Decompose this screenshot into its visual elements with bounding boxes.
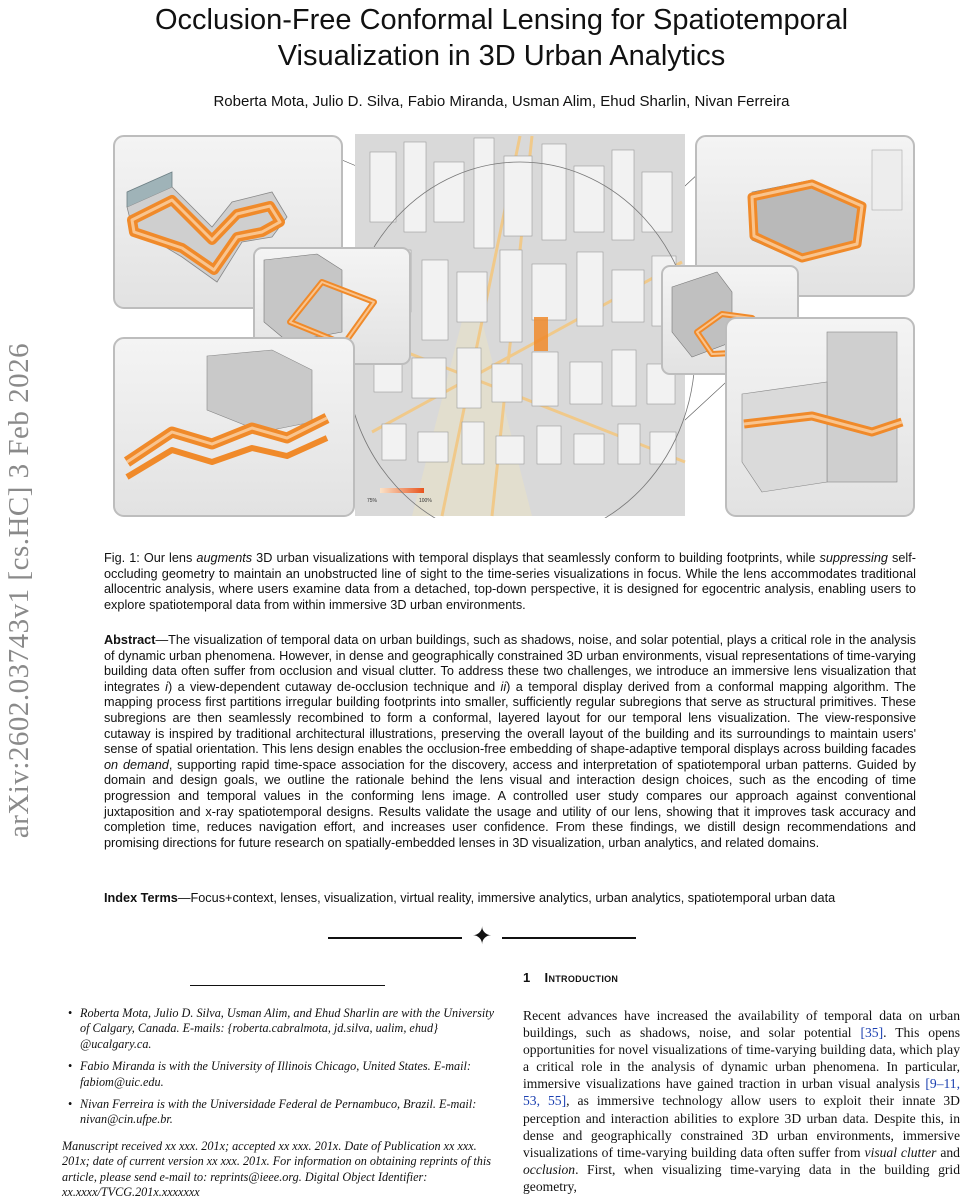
- inset-bottom-left: [114, 338, 354, 516]
- author-list: Roberta Mota, Julio D. Silva, Fabio Miranda, Usman Alim, Ehud Sharlin, Nivan Ferreira: [213, 93, 790, 110]
- title-line-1: Occlusion-Free Conformal Lensing for Spatiotemporal: [154, 4, 849, 36]
- abstract: Abstract—The visualization of temporal data on urban buildings, such as shadows, noise, and solar potential, plays a critical role in the analysis of dynamic urban phenomena. However, in dense and geographically constrained 3D urban environments, visual representations of time-varying building data often suffer from occlusion and visual clutter. To address these two challenges, we introduce an immersive lens visualization that integrates i) a view-dependent cutaway de-occlusion technique and ii) a temporal display derived from a conformal mapping algorithm. The mapping process first partitions irregular building footprints into smaller, sufficiently regular subregions that serve as structural primitives. These subregions are then seamlessly recombined to form a conformal, layered layout for our temporal lens visualization. The view-responsive cutaway is inspired by traditional architectural illustrations, preserving the overall layout of the building and its surroundings to maintain users' sense of spatial orientation. This lens design enables the occlusion-free embedding of shape-adaptive temporal displays across building facades on demand, supporting rapid time-space association for the discovery, access and interpretation of spatiotemporal urban patterns. Guided by domain and design goals, we outline the rationale behind the lens visual and interaction design choices, such as the encoding of time progression and temporal values in the conforming lens image. A controlled user study compares our approach against conventional juxtaposition and x-ray spatiotemporal designs. Results validate the usage and utility of our lens, showing that it improves task accuracy and completion time, reduces navigation effort, and increases user confidence. From these findings, we distill design recommendations and promising directions for future research on spatially-embedded lenses in 3D visualization, urban analytics, and related domains.: [104, 633, 916, 850]
- footnote-affiliation-ufpe: • Nivan Ferreira is with the Universidade Federal de Pernambuco, Brazil. E-mail: nivan@cin.ufpe.br.: [68, 1097, 477, 1127]
- abstract-label: Abstract: [104, 633, 156, 647]
- footnote-affiliation-uic: • Fabio Miranda is with the University of Illinois Chicago, United States. E-mail: fabiom@uic.edu.: [68, 1059, 471, 1089]
- manuscript-note: Manuscript received xx xxx. 201x; accepted xx xxx. 201x. Date of Publication xx xxx. 201x; date of current version xx xxx. 201x. For information on obtaining reprints of this article, please send e-mail to: reprints@ieee.org. Digital Object Identifier: xx.xxxx/TVCG.201x.xxxxxxx: [62, 1138, 491, 1200]
- teaser-figure: [112, 132, 916, 518]
- section-divider: [328, 923, 636, 950]
- title-line-2: Visualization in 3D Urban Analytics: [277, 40, 726, 72]
- scale-min-label: 75%: [367, 498, 378, 504]
- inset-bottom-right: [726, 318, 914, 516]
- index-terms: Index Terms—Focus+context, lenses, visualization, virtual reality, immersive analytics, urban analytics, spatiotemporal urban data: [104, 891, 836, 905]
- paper-title: [80, 2, 923, 74]
- scale-max-label: 100%: [419, 498, 432, 504]
- footnotes: [62, 1006, 502, 1200]
- figure-caption: Fig. 1: Our lens augments 3D urban visualizations with temporal displays that seamlessly conform to building footprints, while suppressing self-occluding geometry to maintain an unobstructed line of sight to the time-series visualizations in focus. While the lens accommodates traditional allocentric analysis, where users examine data from a detached, top-down perspective, it is designed for egocentric analysis, enabling users to explore spatiotemporal data from within immersive 3D urban environments.: [104, 551, 916, 612]
- citation-link[interactable]: [9–11, 53, 55]: [523, 1076, 960, 1109]
- footnote-rule: [190, 985, 385, 986]
- arxiv-stamp: arXiv:2602.03743v1 [cs.HC] 3 Feb 2026: [3, 342, 36, 838]
- citation-link[interactable]: [35]: [860, 1025, 884, 1041]
- introduction-text: Recent advances have increased the availability of temporal data on urban buildings, such as shadows, noise, and solar potential [35]. This opens opportunities for novel visualizations of time-varying building data, which play a critical role in the analysis of dynamic urban phenomena. In particular, immersive visualizations have gained traction in urban visual analysis [9–11, 53, 55], as immersive technology allow users to exploit their innate 3D perception and interaction abilities to explore 3D urban data. Despite this, in dense and geographically constrained 3D urban environments, immersive visualizations of time-varying building data often suffer from visual clutter and occlusion. First, when visualizing time-varying data in the building grid geometry,: [523, 1008, 961, 1194]
- section-heading-introduction: 1 Introduction: [523, 970, 619, 985]
- divider-star-icon: ✦: [471, 923, 493, 950]
- index-terms-label: Index Terms: [104, 891, 178, 905]
- footnote-affiliation-calgary: • Roberta Mota, Julio D. Silva, Usman Alim, and Ehud Sharlin are with the University of Calgary, Canada. E-mails: {roberta.cabralmota, jd.silva, ualim, ehud} @ucalgary.ca.: [68, 1006, 494, 1051]
